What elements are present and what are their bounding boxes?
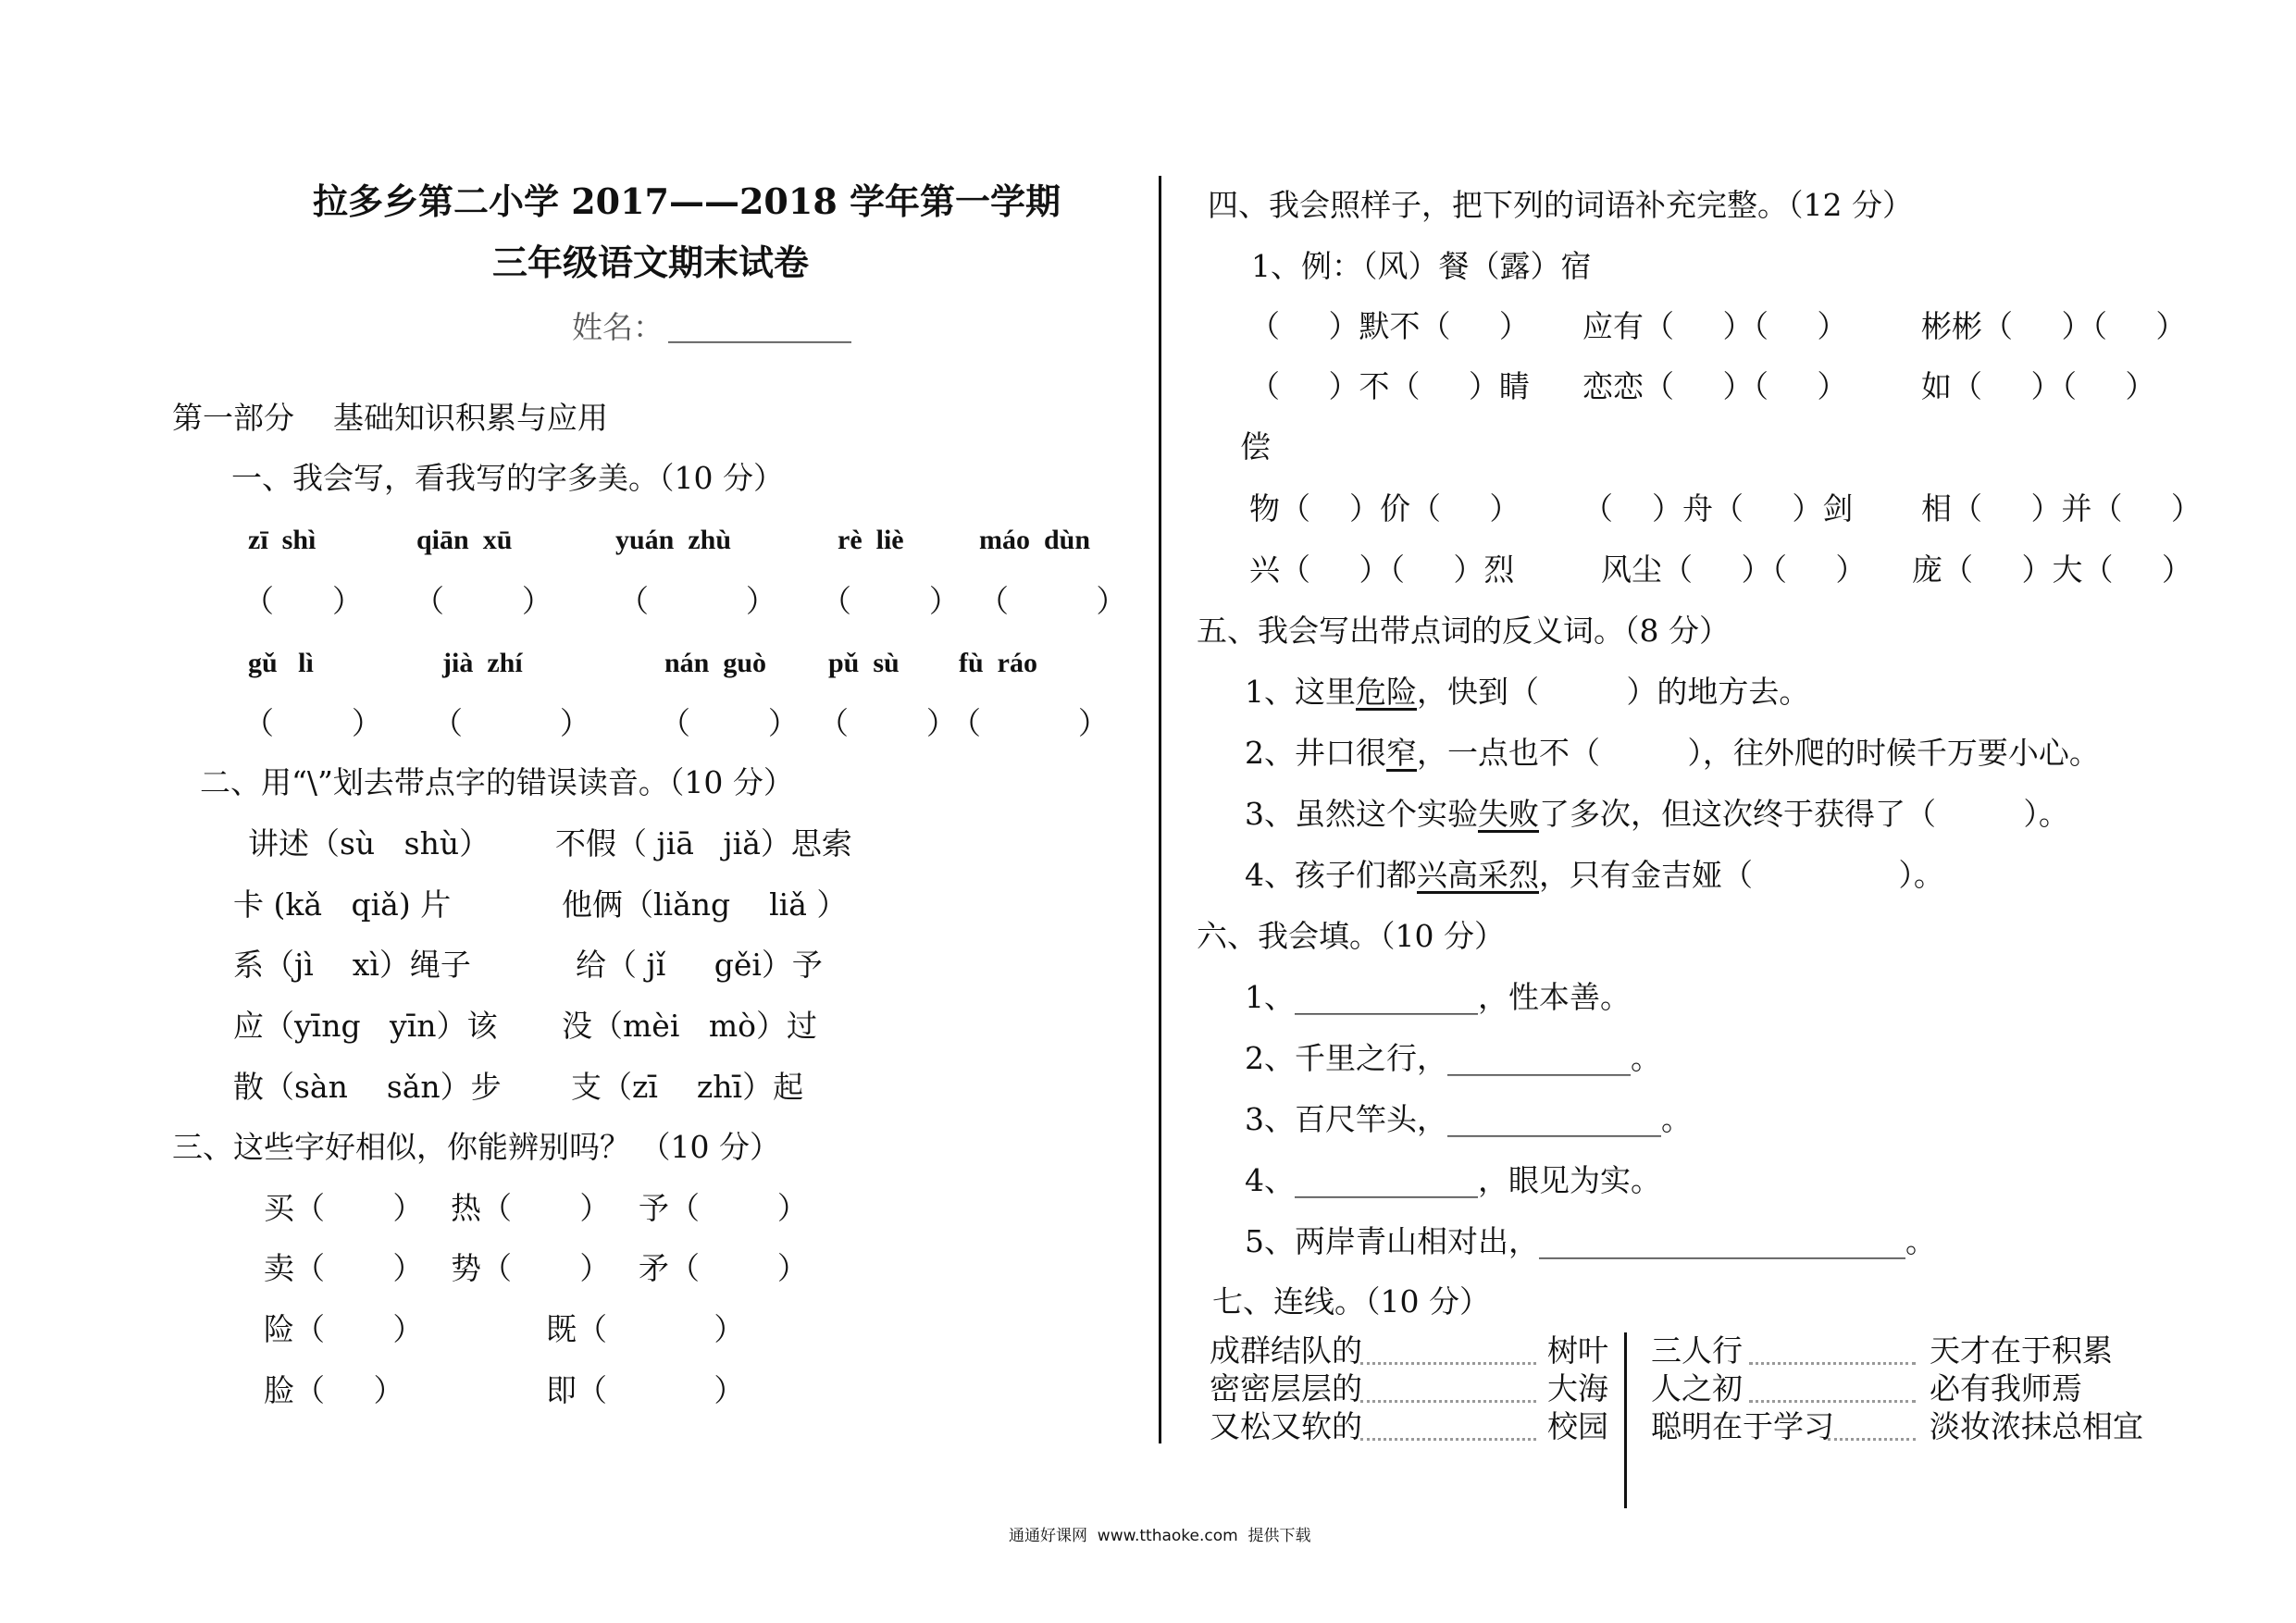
q2-item: 卡 (kǎ qiǎ) 片 [233, 886, 452, 923]
q4-item[interactable]: 如（ ）（ ） [1921, 368, 2156, 404]
q4-item[interactable]: （ ）舟（ ）剑 [1582, 490, 1854, 527]
q4-example: 1、例：（风）餐（露）宿 [1251, 248, 1592, 284]
name-blank[interactable]: ____________ [668, 307, 851, 343]
q6-item[interactable]: 2、千里之行，____________。 [1245, 1040, 1661, 1076]
q3-item[interactable]: 予（ ） [639, 1190, 808, 1226]
q1-pinyin: rè liè [838, 525, 904, 555]
dotted-leader [1749, 1362, 1916, 1365]
q1-answer-box[interactable]: （ ） [660, 705, 799, 741]
match-left-item[interactable]: 三人行 [1651, 1332, 1743, 1369]
q4-item[interactable]: 应有（ ）（ ） [1582, 308, 1848, 344]
q1-pinyin: pǔ sù [828, 648, 900, 678]
q5-item[interactable]: 3、虽然这个实验失败了多次，但这次终于获得了（ ）。 [1245, 796, 2069, 832]
column-divider [1159, 176, 1161, 1443]
match-left-item[interactable]: 聪明在于学习 [1651, 1408, 1834, 1444]
q2-item: 应（yīng yīn）该 [233, 1008, 498, 1044]
q4-item[interactable]: 风尘（ ）（ ） [1601, 551, 1867, 588]
q1-answer-box[interactable]: （ ） [618, 583, 776, 619]
q3-item[interactable]: 热（ ） [451, 1190, 611, 1226]
q2-heading: 二、用“\”划去带点字的错误读音。（10 分） [200, 764, 794, 800]
match-target-item[interactable]: 天才在于积累 [1930, 1332, 2113, 1369]
q4-item[interactable]: 彬彬（ ）（ ） [1921, 308, 2187, 344]
q3-heading: 三、这些字好相似，你能辨别吗？ （10 分） [172, 1129, 780, 1165]
q1-pinyin: gǔ lì [248, 648, 314, 678]
name-label: 姓名： [572, 309, 664, 345]
dotted-leader [1360, 1362, 1536, 1365]
q2-item: 系（jì xì）绳子 [233, 947, 471, 983]
match-left-item[interactable]: 又松又软的 [1210, 1408, 1362, 1444]
q1-pinyin: nán guò [664, 648, 767, 678]
q5-item[interactable]: 4、孩子们都兴高采烈，只有金吉娅（ ）。 [1245, 857, 1944, 893]
part1-heading: 第一部分 基础知识积累与应用 [172, 400, 608, 436]
dotted-leader [1749, 1400, 1916, 1403]
q3-item[interactable]: 既（ ） [546, 1311, 745, 1347]
match-left-item[interactable]: 成群结队的 [1210, 1332, 1362, 1369]
match-left-item[interactable]: 人之初 [1651, 1370, 1743, 1406]
q2-item: 他俩（liǎng liǎ ） [562, 886, 848, 923]
exam-title-line2: 三年级语文期末试卷 [492, 242, 810, 283]
match-target-item[interactable]: 淡妆浓抹总相宜 [1930, 1408, 2143, 1444]
match-target-item[interactable]: 必有我师焉 [1930, 1370, 2082, 1406]
q3-item[interactable]: 矛（ ） [639, 1250, 808, 1286]
footer-credit: 通通好课网 www.tthaoke.com 提供下载 [1009, 1527, 1311, 1545]
q1-answer-box[interactable]: （ ） [414, 583, 552, 619]
q1-pinyin: jià zhí [442, 648, 523, 678]
q3-item[interactable]: 买（ ） [264, 1190, 424, 1226]
q2-item: 没（mèi mò）过 [562, 1008, 818, 1044]
match-left-item[interactable]: 密密层层的 [1210, 1370, 1362, 1406]
q3-item[interactable]: 卖（ ） [264, 1250, 424, 1286]
q5-item[interactable]: 1、这里危险，快到（ ）的地方去。 [1245, 674, 1810, 710]
q1-answer-box[interactable]: （ ） [978, 583, 1127, 619]
match-target-item[interactable]: 树叶 [1547, 1332, 1608, 1369]
q6-heading: 六、我会填。（10 分） [1197, 918, 1505, 954]
match-target-item[interactable]: 大海 [1547, 1370, 1608, 1406]
q2-item: 给（ jǐ gěi）予 [576, 947, 823, 983]
q5-item[interactable]: 2、井口很窄，一点也不（ ），往外爬的时候千万要小心。 [1245, 735, 2100, 771]
dotted-leader [1828, 1438, 1916, 1441]
q6-item[interactable]: 5、两岸青山相对出，________________________。 [1245, 1223, 1936, 1259]
q3-item[interactable]: 即（ ） [546, 1372, 745, 1408]
matching-divider [1624, 1332, 1627, 1508]
q7-heading: 七、连线。（10 分） [1212, 1283, 1490, 1319]
match-target-item[interactable]: 校园 [1547, 1408, 1608, 1444]
q1-pinyin: máo dùn [979, 525, 1091, 555]
q1-pinyin: fù ráo [959, 648, 1037, 678]
q1-pinyin: yuán zhù [615, 525, 732, 555]
dotted-word: 失败 [1478, 796, 1539, 832]
dotted-word: 危险 [1356, 674, 1417, 710]
q4-item[interactable]: 兴（ ）（ ）烈 [1249, 551, 1515, 588]
q1-answer-box[interactable]: （ ） [432, 705, 590, 741]
q1-heading: 一、我会写，看我写的字多美。（10 分） [231, 460, 784, 496]
q4-item[interactable]: （ ）默不（ ） [1249, 308, 1530, 344]
q1-answer-box[interactable]: （ ） [243, 583, 363, 619]
q5-heading: 五、我会写出带点词的反义词。（8 分） [1197, 613, 1730, 649]
q4-wrap-char: 偿 [1240, 428, 1271, 465]
q6-item[interactable]: 4、____________，眼见为实。 [1245, 1162, 1661, 1198]
q1-pinyin: qiān xū [416, 525, 513, 555]
q4-item[interactable]: 恋恋（ ）（ ） [1582, 368, 1848, 404]
q4-item[interactable]: 相（ ）并（ ） [1921, 490, 2202, 527]
q2-item: 讲述（sù shù） [248, 825, 490, 861]
q4-item[interactable]: 庞（ ）大（ ） [1912, 551, 2192, 588]
q1-pinyin: zī shì [248, 525, 316, 555]
dotted-word: 窄 [1386, 735, 1417, 771]
dotted-word: 兴高采烈 [1417, 857, 1539, 893]
q2-item: 不假（ jiā jiǎ）思索 [555, 825, 852, 861]
dotted-leader [1360, 1400, 1536, 1403]
q1-answer-box[interactable]: （ ） [818, 705, 957, 741]
q2-item: 散（sàn sǎn）步 [233, 1069, 502, 1105]
q1-answer-box[interactable]: （ ） [243, 705, 382, 741]
q6-item[interactable]: 1、____________，性本善。 [1245, 979, 1631, 1015]
q1-answer-box[interactable]: （ ） [821, 583, 960, 619]
q1-answer-box[interactable]: （ ） [950, 705, 1109, 741]
q3-item[interactable]: 险（ ） [264, 1311, 424, 1347]
q6-item[interactable]: 3、百尺竿头，______________。 [1245, 1101, 1692, 1137]
dotted-leader [1360, 1438, 1536, 1441]
q4-item[interactable]: 物（ ）价（ ） [1249, 490, 1520, 527]
q2-item: 支（zī zhī）起 [571, 1069, 804, 1105]
q3-item[interactable]: 脸（ ） [264, 1372, 404, 1408]
q4-item[interactable]: （ ）不（ ）睛 [1249, 368, 1530, 404]
q3-item[interactable]: 势（ ） [451, 1250, 611, 1286]
q4-heading: 四、我会照样子，把下列的词语补充完整。（12 分） [1208, 187, 1913, 223]
exam-title-line1: 拉多乡第二小学 2017——2018 学年第一学期 [313, 180, 1061, 222]
